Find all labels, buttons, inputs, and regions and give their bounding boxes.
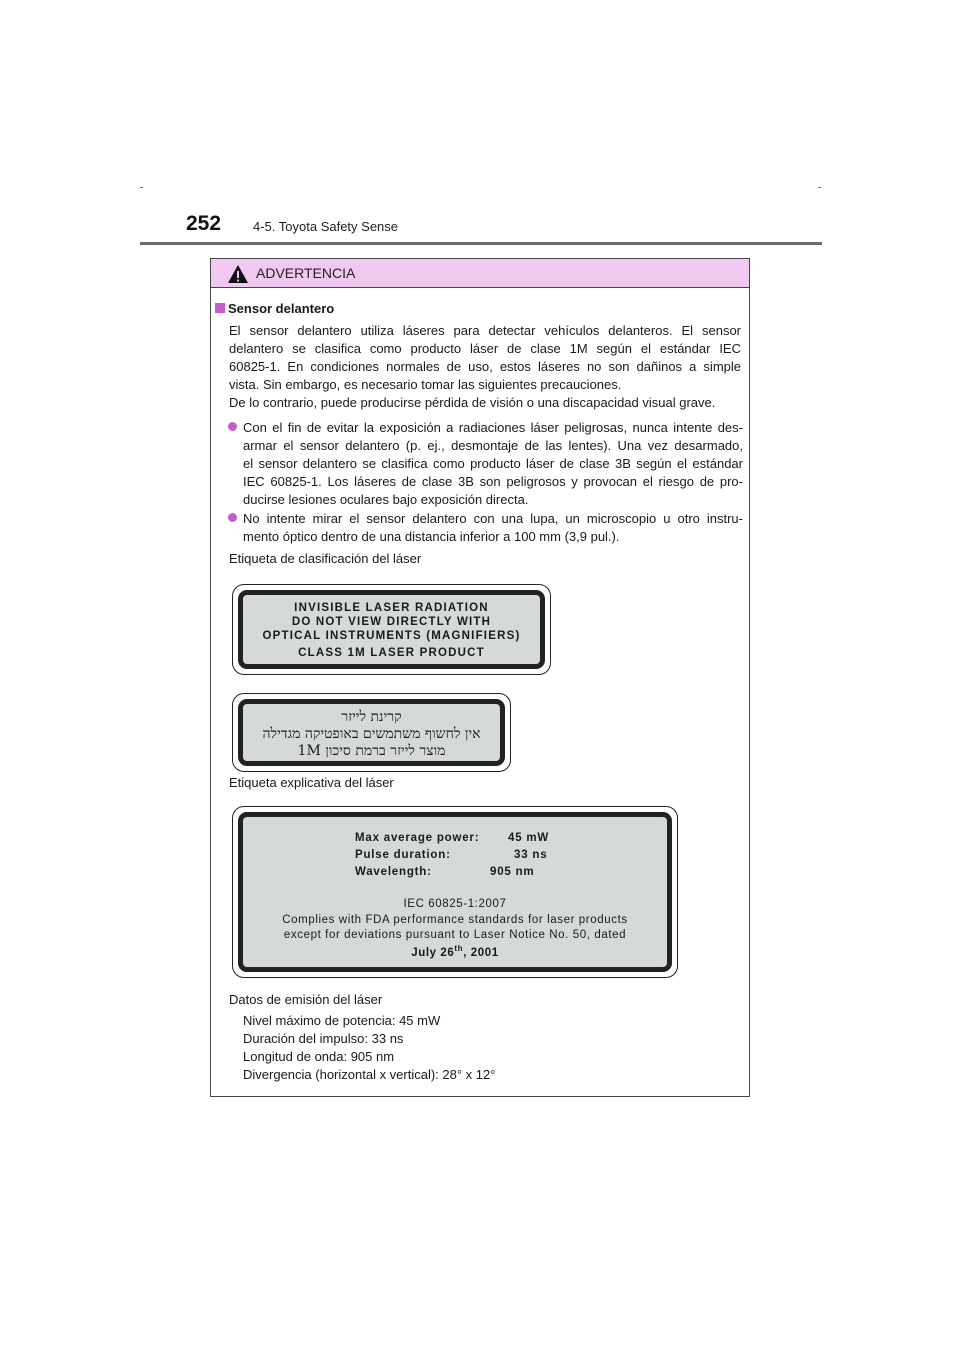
caption-classification: Etiqueta de clasificación del láser [229, 551, 422, 566]
compliance-line: Complies with FDA performance standards for laser products [282, 914, 628, 926]
bullet-text [243, 510, 743, 546]
label-line: CLASS 1M LASER PRODUCT [298, 647, 485, 659]
intro-line: vista. Sin embargo, es necesario tomar las siguientes precauciones. [229, 377, 622, 392]
intro-line: El sensor delantero utiliza láseres para detectar vehículos delanteros. El sensor [229, 323, 741, 338]
crop-mark-right [818, 187, 821, 188]
intro-paragraph [229, 322, 741, 412]
hebrew-line: אין לחשוף משתמשים באופטיקה מגדילה [262, 726, 481, 742]
warning-title: ADVERTENCIA [256, 265, 356, 281]
caption-explanatory: Etiqueta explicativa del láser [229, 775, 394, 790]
bullet-line: IEC 60825-1. Los láseres de clase 3B son peligrosos y provocan el riesgo de pro- [243, 474, 743, 489]
bullet-line: No intente mirar el sensor delantero con una lupa, un microscopio u otro instru- [243, 511, 743, 526]
round-bullet-icon [228, 422, 237, 431]
intro-line: delantero se clasifica como producto láser de clase 1M según el estándar IEC [229, 341, 741, 356]
round-bullet-icon [228, 513, 237, 522]
spec-line: Longitud de onda: 905 nm [243, 1049, 395, 1064]
date-prefix: July 26 [411, 946, 455, 959]
spec-line: Duración del impulso: 33 ns [243, 1031, 404, 1046]
date-superscript: th [454, 944, 464, 953]
header-rule [140, 242, 822, 245]
date-suffix: , 2001 [463, 946, 499, 959]
emission-standard: IEC 60825-1:2007 [403, 898, 507, 910]
compliance-date [243, 940, 667, 962]
bullet-line: armar el sensor delantero (p. ej., desmontaje de las lentes). Una vez desarmado, [243, 438, 743, 453]
emission-row-name: Max average power: [355, 832, 480, 844]
bullet-line: ducirse lesiones oculares bajo exposición directa. [243, 492, 529, 507]
laser-class-label-english [232, 584, 551, 675]
warning-header [211, 259, 749, 288]
emission-row-value: 905 nm [490, 866, 535, 878]
bullet-line: el sensor delantero se clasifica como producto láser de clase 3B según el estándar [243, 456, 743, 471]
label-inner [238, 590, 545, 669]
label-line: OPTICAL INSTRUMENTS (MAGNIFIERS) [262, 630, 521, 642]
laser-class-label-hebrew [232, 693, 511, 772]
intro-line: De lo contrario, puede producirse pérdida de visión o una discapacidad visual grave. [229, 395, 716, 410]
emission-row-value: 33 ns [514, 849, 548, 861]
label-inner [238, 699, 505, 766]
hebrew-line: קרינת לייזר [341, 709, 402, 725]
spec-line: Nivel máximo de potencia: 45 mW [243, 1013, 441, 1028]
warning-box [210, 258, 750, 1097]
caption-emission: Datos de emisión del láser [229, 992, 383, 1007]
laser-emission-label [232, 806, 678, 978]
label-inner [238, 812, 672, 972]
bullet-line: mento óptico dentro de una distancia inferior a 100 mm (3,9 pul.). [243, 529, 620, 544]
section-title: 4-5. Toyota Safety Sense [253, 219, 399, 234]
compliance-line: except for deviations pursuant to Laser Notice No. 50, dated [283, 929, 627, 941]
hebrew-line: מוצר לייזר ברמת סיכון 1M [297, 743, 446, 759]
spec-line: Divergencia (horizontal x vertical): 28° x 12° [243, 1067, 496, 1082]
emission-row-name: Pulse duration: [355, 849, 451, 861]
bullet-text [243, 419, 743, 509]
intro-line: 60825-1. En condiciones normales de uso, estos láseres no son dañinos a simple [229, 359, 741, 374]
subsection-title: Sensor delantero [228, 301, 335, 316]
bullet-line: Con el fin de evitar la exposición a radiaciones láser peligrosas, nunca intente des- [243, 420, 743, 435]
crop-mark-left [140, 187, 143, 188]
warning-triangle-icon [227, 264, 249, 284]
square-bullet-icon [215, 303, 225, 313]
emission-row-name: Wavelength: [355, 866, 432, 878]
label-line: INVISIBLE LASER RADIATION [294, 602, 489, 614]
emission-row-value: 45 mW [508, 832, 550, 844]
label-line: DO NOT VIEW DIRECTLY WITH [291, 616, 492, 628]
page-number: 252 [186, 212, 222, 235]
